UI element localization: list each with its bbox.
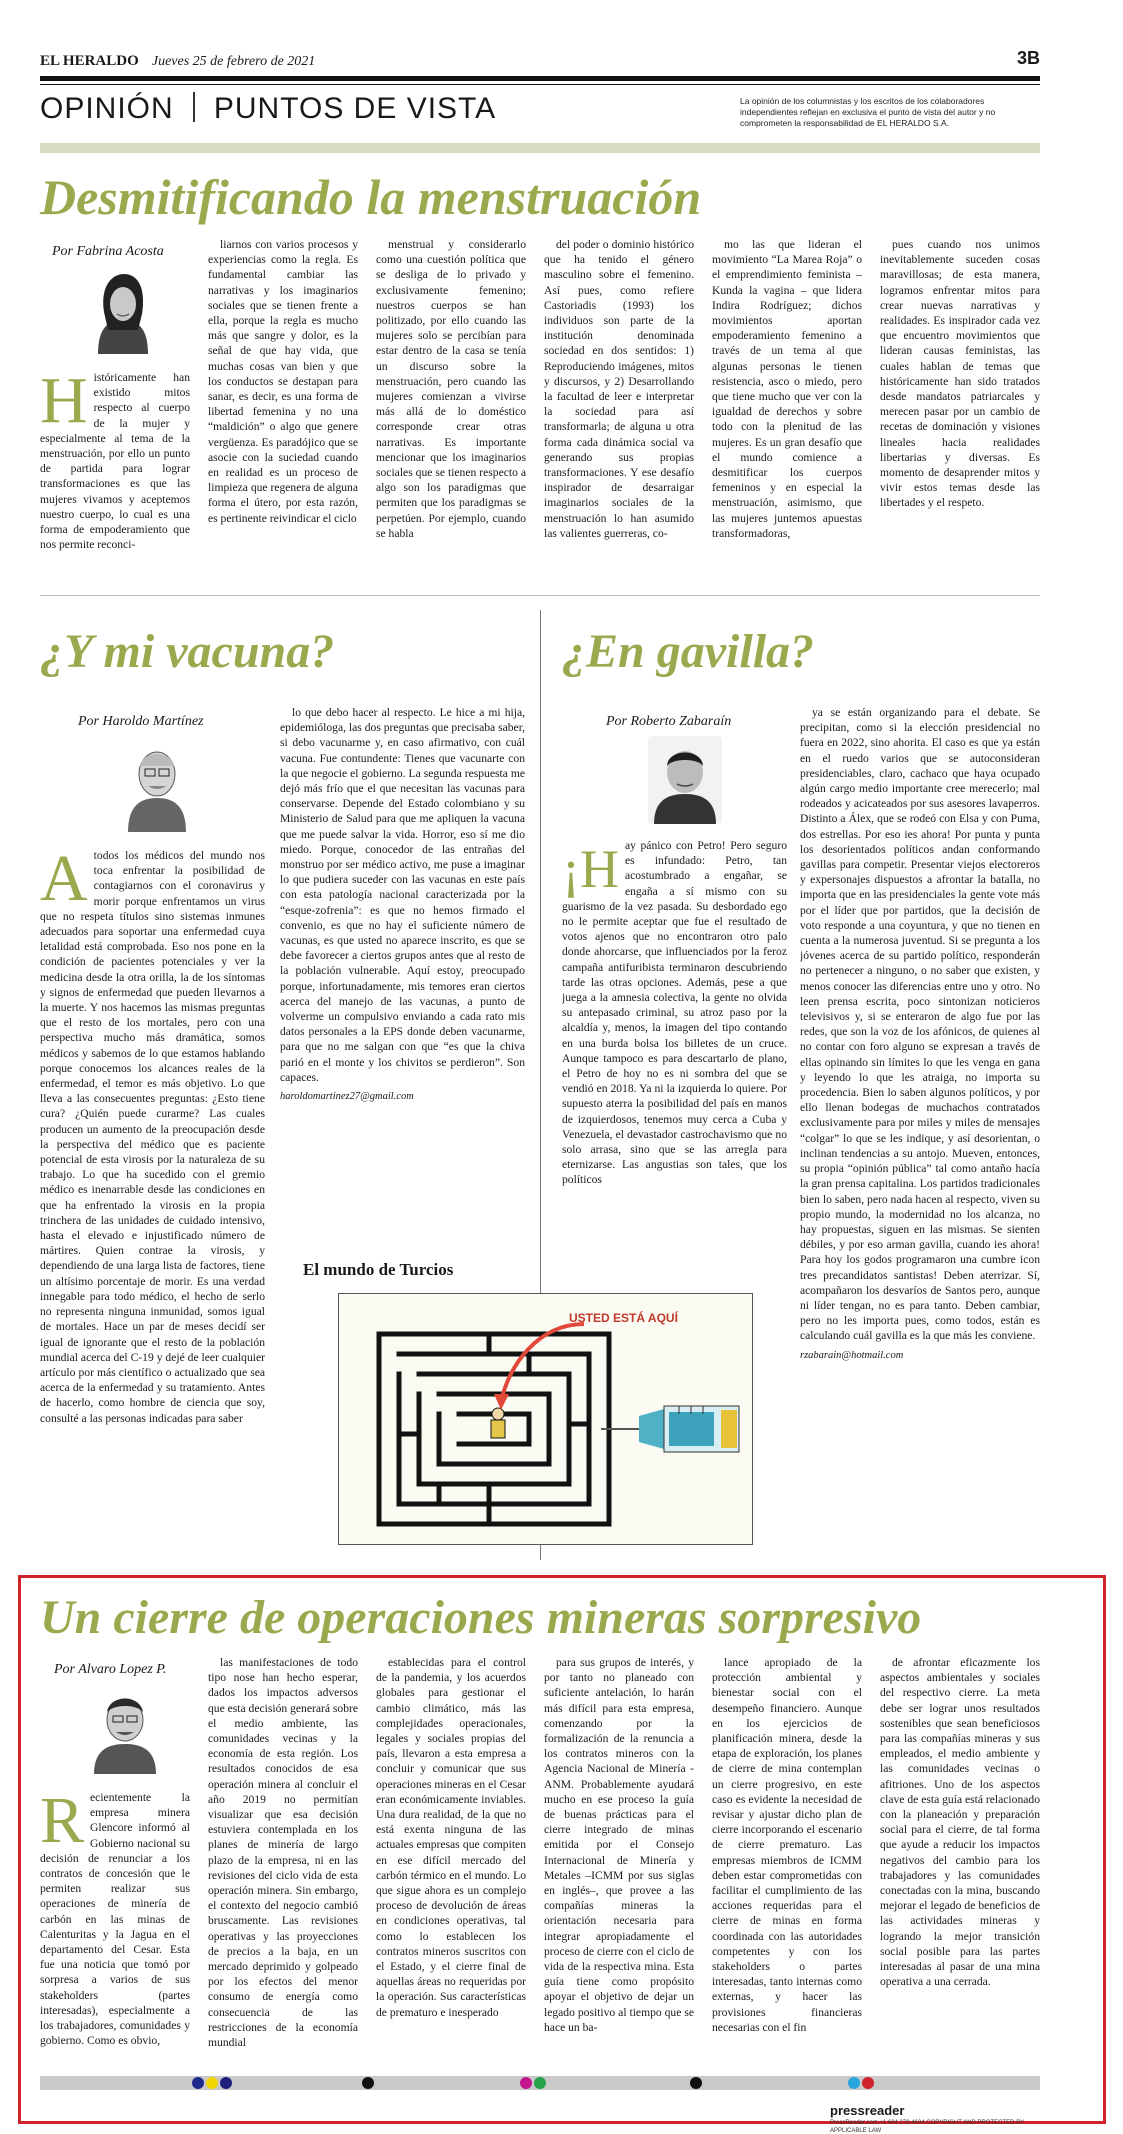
masthead-rule-thin bbox=[40, 84, 1040, 85]
article1-byline: Por Fabrina Acosta bbox=[52, 244, 164, 259]
printer-color-strip bbox=[40, 2076, 1040, 2090]
section-band bbox=[40, 143, 1040, 153]
page-number: 3B bbox=[1016, 48, 1040, 68]
article3-column-2 bbox=[800, 705, 1040, 1545]
article3-email: rzabarain@hotmail.com bbox=[800, 1349, 904, 1361]
issue-date: Jueves 25 de febrero de 2021 bbox=[151, 54, 316, 69]
section-header bbox=[40, 92, 1040, 132]
section-divider bbox=[193, 92, 195, 122]
article4-headline: Un cierre de operaciones mineras sorpresivo bbox=[40, 1591, 922, 1644]
article4-column-1 bbox=[40, 1790, 190, 2068]
registration-dot bbox=[192, 2077, 204, 2089]
article4-text-4: para sus grupos de interés, y por tanto no planeado con suficiente antelación, lo harán más difícil para esta empresa, comenzando por la formalización de la renuncia a los contratos mineros con la Agencia Nacional de Minería -ANM. Probablemente ayudará mucho en ese proceso la guía de buenas prácticas para el cierre integrado de minas emitida por el Consejo Internacional de Minería y Metales –ICMM por sus siglas en inglés–, que provee a las compañías mineras la orientación necesaria para integrar apropiadamente el proceso de cierre con el ciclo de vida de la respectiva mina. Esta guía tiene como propósito apoyar el objetivo de dejar un legado positivo al tiempo que se hace un ba- bbox=[544, 1656, 694, 2034]
registration-dot bbox=[362, 2077, 374, 2089]
registration-dot bbox=[690, 2077, 702, 2089]
disclaimer: La opinión de los columnistas y los escritos de los colaboradores independientes reflejan en exclusiva el punto de vista del autor y no comprometen la responsabilidad de EL HERALDO S.A. bbox=[740, 96, 996, 128]
article1-column-2 bbox=[208, 237, 358, 580]
cartoon-title: El mundo de Turcios bbox=[303, 1260, 454, 1279]
pressreader-copyright: PressReader.com +1 604 278 4604 COPYRIGHT AND PROTECTED BY APPLICABLE LAW bbox=[830, 2120, 1025, 2134]
article1-column-6 bbox=[880, 237, 1040, 580]
author-portrait-haroldo bbox=[118, 736, 196, 832]
article4-column-4 bbox=[544, 1655, 694, 2068]
article2-text-1: todos los médicos del mundo nos toca enfrentar la posibilidad de contagiarnos con el coronavirus y morir porque enfrentamos un virus que no respeta títulos sino sistemas inmunes adecuados para soportar una enfermedad cuya letalidad está comprobada. Eso nos pone en la condición de pacientes potenciales y ver la medicina desde la otra orilla, la de los síntomas y signos de enfermedad que pueden llevarnos a la muerte. Y nos hacemos las mismas preguntas que el resto de los mortales, pero con una perspectiva mucho más dramática, somos médicos y sabemos de lo que estamos hablando porque conocemos los alcances reales de la enfermedad, el temor es más objetivo. Lo que lleva a las consecuentes preguntas: ¿Esto tiene cura? ¿Quién puede curarme? Las cuales producen un aumento de la preocupación desde la perspectiva del médico que es paciente potencial de esta virosis por la naturaleza de su trabajo. Lo que ha sucedido con el gremio médico es inenarrable desde las condiciones en que ha enfrentado la virosis en la propia trinchera de las unidades de cuidado intensivo, hasta el elevado e injustificado número de mártires. Quien contrae la virosis, y dependiendo de una larga lista de factores, tiene un altísimo porcentaje de morir. Es una verdad innegable para todo médico, el hecho de serlo no representa ninguna inmunidad, somos igual de mortales. Hace un par de meses decidí ser igual de ignorante que el resto de la población mundial acerca del C-19 y dejé de leer cualquier artículo por más científico o actualizado que sea acerca de la enfermedad y su tratamiento. Antes de hacerlo, como hombre de ciencia que soy, consulté a las personas indicadas para saber bbox=[40, 849, 265, 1425]
article2-dropcap: A bbox=[40, 848, 88, 915]
author-portrait-roberto bbox=[648, 736, 722, 824]
article1-text-2: liarnos con varios procesos y experiencias como la regla. Es fundamental cambiar las narrativas y los imaginarios sociales que se tienen frente a ella, porque la regla es mucho más que sangre y dolor, es la señal de que hay vida, que muchas cosas van bien y que los conductos se destapan para sanar, es decir, es una forma de libertad femenina y no una “maldición” o algo que genere vergüenza. Es paradójico que se asocie con la suciedad cuando en realidad es un proceso de limpieza que regenera de alguna forma el útero, por esta razón, es pertinente reivindicar el ciclo bbox=[208, 238, 358, 525]
registration-dot bbox=[534, 2077, 546, 2089]
article3-text-2: ya se están organizando para el debate. Se precipitan, como si la elección presidencial no fuera en 2022, sino ahorita. El caso es que ya están en el ruedo varios que se autoconsideran presidenciables, claro, cachaco que haya ocupado algún cargo medio importante cree merecerlo; mal rodeados y acicateados por sus asesores lavaperros. Distinto a Álex, que se rodeó con Elsa y con Puma, dos estrellas. Por eso ies ahora! Por punta y punta los desorientados políticos andan conformando gavillas para competir. Presentar viejos electoreros y expersonajes dispuestos a afrontar la batalla, no importa que en las presidenciales la gente vote más por el líder que por partidos, que la decisión de voto responde a una coyuntura, y que no tienen en cuenta a la numerosa juventud. Si se pregunta a los jóvenes acerca de su partido político, responderán no pertenecer a ninguno, o no saber que existen, y menos conocer las diferencias entre uno y otro. No leen prensa escrita, poco sintonizan noticieros televisivos y, si se enteraron de algo fue por las redes, que son la voz de los afónicos, de quienes al no contar con foro alguno se expresan a través de ellas opinando sin límites lo que les venga en gana y leyendo lo que les atraiga, no importa su procedencia. Bien lo saben algunos políticos, y por ello llenan bodegas de muchachos contratados exclusivamente para por miles y miles de mensajes “colgar” lo que se les indique, y así desorientan, o inclinan tendencias a su antojo. Mueven, entonces, su propia “opinión pública” tal como antaño hacía la gran prensa capitalina. Los partidos tradicionales bien lo saben, pero nada hacen al respecto, viven su propio mundo, la modernidad no los alcanza, no hay propuestas, siguen en las mismas. Se sienten débiles, y por eso arman gavilla, cuando ies ahora! Para hoy los godos programaron una cumbre icon tres precandidatos santistas! Deben aterrizar. Sí, acompañaron los desvaríos de Santos pero, aunque ni líder tengan, no es para tanto. Deben cambiar, pero no les importa pues, como todos, están es calculando cuál gavilla es la que más les conviene. bbox=[800, 706, 1040, 1343]
article1-column-4 bbox=[544, 237, 694, 580]
masthead-rule bbox=[40, 76, 1040, 81]
cartoon-maze bbox=[338, 1293, 753, 1545]
subsection-name: PUNTOS DE VISTA bbox=[213, 92, 497, 125]
paper-name: EL HERALDO bbox=[40, 53, 139, 69]
article4-text-6: de afrontar eficazmente los aspectos ambientales y sociales del respectivo cierre. La meta debe ser lograr unos resultados sostenibles que sean beneficiosos para las compañías mineras y sus empleados, el medio ambiente y las comunidades vecinas o afitriones. Uno de los aspectos clave de esta guía está relacionado con la planeación y preparación social para el cierre, de tal forma que ayude a reducir los impactos negativos del cambio para los trabajadores y las comunidades conectadas con la mina, buscando mejorar el legado de beneficios de las actividades mineras y logrando la mejor transición social posible para las partes interesadas al pasar de una mina operativa a una cerrada. bbox=[880, 1656, 1040, 1989]
article3-text-1: ay pánico con Petro! Pero seguro es infundado: Petro, tan acostumbrado a engañar, se engaña a sí mismo con su guarismo de la vez pasada. Su desbordado ego no le permite aceptar que fue el resultado de votos ajenos que no encontraron otro palo donde ahorcarse, que influenciados por la feroz campaña antifuribista terminaron descubriendo tarde las otras opciones. Además, pese a que juega a la amnesia colectiva, la gente no olvida su antepasado criminal, su atroz paso por la alcaldía y, menos, la imagen del tipo contando en una burda bolsa los billetes de un cruce. Aunque tampoco es para descartarlo de plano, el Petro de hoy no es ni sombra del que se vendió en 2018. Ya ni la izquierda lo quiere. Por supuesto aterra la posibilidad del país en manos de izquierdosos, tenemos muy cerca a Cuba y Venezuela, el devastador castrochavismo que no solo arrasa, sino que se las arregla para eternizarse. Las angustias son tales, que los políticos bbox=[562, 839, 787, 1187]
registration-dot bbox=[220, 2077, 232, 2089]
article1-text-3: menstrual y considerarlo como una cuestión política que se desliga de lo privado y exclusivamente femenino; nuestros cuerpos se han politizado, por ello cuando las mujeres solo se percibían para estar dentro de la casa se tenía un discurso sobre la menstruación, pero cuando las mujeres comienzan a vivirse más allá de lo doméstico corresponde crear otras narrativas. Es importante mencionar que los imaginarios sociales que se tienen respecto a algo son los paradigmas que permiten que los paradigmas se perpetúen. Por ejemplo, cuando se habla bbox=[376, 238, 526, 540]
article2-email: haroldomartinez27@gmail.com bbox=[280, 1091, 414, 1103]
article1-text-5: mo las que lideran el movimiento “La Marea Roja” o el emprendimiento feminista – Kunda la vagina – que lidera Indira Rodríguez; dichos movimientos aportan empoderamiento femenino a través de un tema al que algunas personas le tienen resistencia, asco o miedo, pero que tiene mucho que ver con la igualdad de derechos y sobre todo con la plenitud de las mujeres. Es un gran desafío que el mundo comience a desmitificar los cuerpos femeninos y en especial la menstruación, asimismo, que las mujeres juntemos apuestas transformadoras, bbox=[712, 238, 862, 540]
registration-dot bbox=[520, 2077, 532, 2089]
article2-column-1 bbox=[40, 848, 265, 1553]
masthead bbox=[40, 50, 1040, 72]
article4-text-2: las manifestaciones de todo tipo nose han hecho esperar, dados los impactos adversos que esta decisión generará sobre el medio ambiente, las comunidades vecinas y la economía de esta región. Los resultados conocidos de esa operación minera al concluir el año 2019 no permitían visualizar que esa decisión estuviera contemplada en los planes de minería de largo plazo de la empresa, ni en las revisiones del ciclo vida de esta operación minera. Sin embargo, el contexto del negocio cambió bruscamente. Las revisiones operativas y las proyecciones de precios a la baja, en un mercado deprimido y golpeado por los efectos del menor consumo de energía como consecuencia de las restricciones de la economía mundial bbox=[208, 1656, 358, 2050]
article-divider bbox=[40, 595, 1040, 596]
registration-dot bbox=[862, 2077, 874, 2089]
article1-dropcap: H bbox=[40, 370, 88, 437]
article3-headline: ¿En gavilla? bbox=[562, 625, 815, 678]
article2-headline: ¿Y mi vacuna? bbox=[40, 625, 335, 678]
article4-column-6 bbox=[880, 1655, 1040, 2068]
article4-text-1: ecientemente la empresa minera Glencore informó al Gobierno nacional su decisión de renunciar a los contratos de concesión que le permiten realizar sus operaciones de minería de carbón en las minas de Calenturitas y la Jagua en el departamento del Cesar. Esta fue una noticia que tomó por sorpresa a varios de sus stakeholders (partes interesadas), especialmente a los trabajadores, comunidades y gobierno. Como es obvio, bbox=[40, 1791, 190, 2048]
article2-byline: Por Haroldo Martínez bbox=[78, 714, 204, 729]
article3-dropcap: ¡H bbox=[562, 839, 619, 899]
article4-text-3: establecidas para el control de la pandemia, y los acuerdos globales para gestionar el cambio climático, más las complejidades operacionales, legales y sociales propias del país, llevaron a esta empresa a concluir y comunicar que sus operaciones mineras en el Cesar eran económicamente inviables. Una dura realidad, de la que no está exenta ninguna de las actuales empresas que compiten en ese difícil mercado del carbón térmico en el mundo. Lo que sigue ahora es un complejo proceso de devolución de áreas en condiciones operativas, tal como lo establecen los contratos mineros suscritos con el Estado, y el cierre final de aquellas áreas no requeridas por la operación. Sus características de prematuro e inesperado bbox=[376, 1656, 526, 2019]
pressreader-logo: pressreader bbox=[830, 2103, 905, 2118]
registration-dot bbox=[848, 2077, 860, 2089]
article1-column-1 bbox=[40, 370, 190, 580]
article1-headline: Desmitificando la menstruación bbox=[40, 169, 702, 225]
article1-text-4: del poder o dominio histórico que ha tenido el género masculino sobre el femenino. Así pues, como refiere Castoriadis (1993) los individuos son parte de la institución denominada sociedad en dos sentidos: 1) Reproduciendo imágenes, mitos y discursos, y 2) Desarrollando la facultad de leer e interpretar la sociedad para así transformarla; de alguna u otra forma cada dinámica social va generando sus propias transformaciones. Y ese desafío inspirador de desarraigar imaginarios sociales de la menstruación lo han asumido las valientes guerreras, co- bbox=[544, 238, 694, 540]
article4-byline: Por Alvaro Lopez P. bbox=[54, 1662, 167, 1677]
article1-column-3 bbox=[376, 237, 526, 580]
section-name: OPINIÓN bbox=[40, 92, 174, 125]
article2-text-2: lo que debo hacer al respecto. Le hice a mi hija, epidemióloga, las dos preguntas que precisaba saber, si debo vacunarme y, en caso afirmativo, con cuál vacuna. Fue contundente: Tienes que vacunarte con la que negocie el gobierno. La segunda respuesta me dejó más frío que el que necesitan las vacunas para conservarse. Depende del Estado colombiano y su Ministerio de Salud para que me apliquen la vacuna que me puede salvar la vida. Horror, eso sí me dio miedo. Porque, conocedor de las entrañas del monstruo por ser médico activo, me puse a imaginar lo que pudiera suceder con las vacunas en este país con esta patología nacional caracterizada por la “esque-zofrenia”: es que no hemos firmado el convenio, es que no hay el suficiente número de vacunas, es que usted no aparece inscrito, es que se debe favorecer a ciertos grupos antes que al resto de la población vulnerable. Aquí estoy, preocupado porque, infortunadamente, mis temores eran ciertos acerca del manejo de las vacunas, a punto de volverme un compulsivo enviando a cada rato mis datos personales a la EPS donde deben vacunarme, para que no me salgan con que “es que la chiva parió en el monte y los chivitos se perdieron”. Son capaces. bbox=[280, 706, 525, 1084]
cartoon-caption: USTED ESTÁ AQUÍ bbox=[569, 1311, 678, 1325]
author-portrait-fabrina bbox=[84, 266, 162, 358]
article4-column-2 bbox=[208, 1655, 358, 2068]
article1-column-5 bbox=[712, 237, 862, 580]
article2-column-2 bbox=[280, 705, 525, 1225]
article4-dropcap: R bbox=[40, 1790, 85, 1857]
author-portrait-alvaro bbox=[86, 1684, 164, 1774]
article4-column-3 bbox=[376, 1655, 526, 2068]
article4-column-5 bbox=[712, 1655, 862, 2068]
registration-dot bbox=[206, 2077, 218, 2089]
pressreader-footer bbox=[830, 2100, 1050, 2134]
article3-byline: Por Roberto Zabaraín bbox=[606, 714, 732, 729]
article1-text-6: pues cuando nos unimos inevitablemente suceden cosas maravillosas; de esta manera, logramos enfrentar mitos para crear nuevas narrativas y realidades. Es inspirador cada vez que encuentro movimientos que lideran causas feministas, las cuales hablan de temas que históricamente han sido tratados desde mandatos patriarcales y merecen pasar por un cambio de recetas de dominación y visiones lineales hacia realidades libertarias y diversas. Es momento de desaprender mitos y vivir estos temas desde las libertades y el respeto. bbox=[880, 238, 1040, 510]
article4-text-5: lance apropiado de la protección ambiental y bienestar social con el desempeño financiero. Aunque en los ejercicios de planificación minera, desde la etapa de exploración, los planes de cierre de mina contemplan un cierre progresivo, en este caso es evidente la necesidad de revisar y ajustar dicho plan de cierre incorporando el escenario de cierre prematuro. Las empresas miembros de ICMM deben estar comprometidas con facilitar el cumplimiento de las acciones requeridas para el cierre de minas en forma coordinada con las autoridades competentes y con los stakeholders o partes interesadas, tanto internas como externas, y hacer las provisiones financieras necesarias con el fin bbox=[712, 1656, 862, 2034]
article1-text-1: istóricamente han existido mitos respecto al cuerpo de la mujer y especialmente al tema de la menstruación, por ello un punto de partida para lograr transformaciones es que las mujeres vivamos y aceptemos nuestro cuerpo, lo cual es una forma de empoderamiento que nos permite reconci- bbox=[40, 371, 190, 552]
article3-column-1 bbox=[562, 838, 787, 1253]
